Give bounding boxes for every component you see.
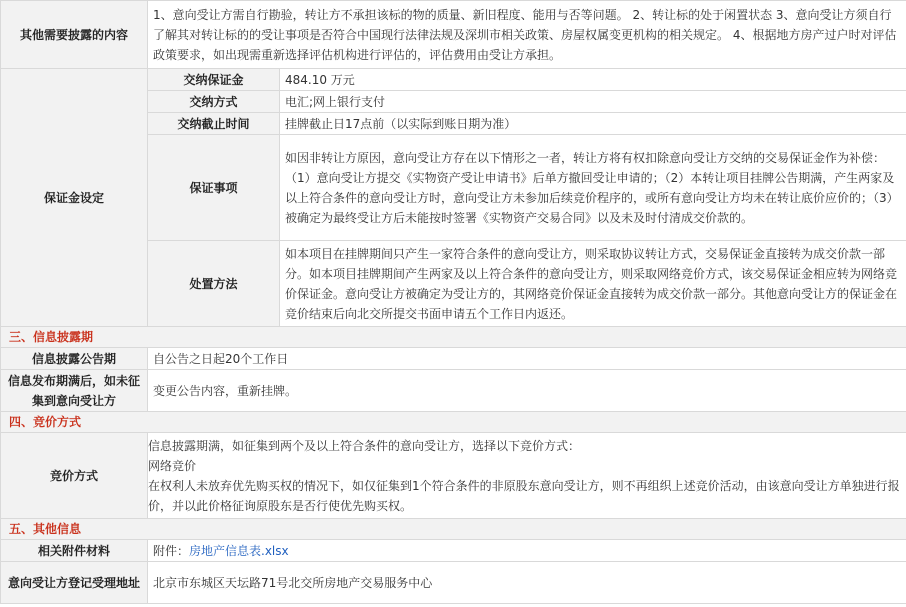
no-buyer-row — [1, 370, 906, 412]
attachment-link[interactable]: 房地产信息表.xlsx — [189, 543, 289, 558]
deposit-handling-label: 处置方法 — [148, 241, 280, 327]
disclosure-period-label: 信息披露公告期 — [1, 348, 148, 370]
disclosure-period-row — [1, 348, 906, 370]
deposit-handling-value: 如本项目在挂牌期间只产生一家符合条件的意向受让方，则采取协议转让方式，交易保证金直接转为成交价款一部分。如本项目挂牌期间产生两家及以上符合条件的意向受让方，则采取网络竞价方式，该交易保证金相应转为网络竞价保证金。意向受让方被确定为受让方的，其网络竞价保证金直接转为成交价款一部分。其他意向受让方的保证金在竞价结束后向北交所提交书面申请五个工作日内返还。 — [280, 241, 906, 327]
section5-title: 五、其他信息 — [1, 519, 906, 540]
bidding-line-1: 信息披露期满，如征集到两个及以上符合条件的意向受让方，选择以下竞价方式： — [148, 438, 581, 453]
address-label: 意向受让方登记受理地址 — [1, 562, 148, 604]
bidding-row — [1, 433, 906, 519]
deposit-deadline-value: 挂牌截止日17点前（以实际到账日期为准） — [280, 113, 906, 135]
section3-title: 三、信息披露期 — [1, 327, 906, 348]
bidding-line-2: 网络竞价 — [148, 458, 197, 473]
attachment-row — [1, 540, 906, 562]
attachment-value — [148, 540, 906, 562]
deposit-deadline-label: 交纳截止时间 — [148, 113, 280, 135]
other-disclosure-label: 其他需要披露的内容 — [1, 1, 148, 69]
other-disclosure-content: 1、意向受让方需自行勘验，转让方不承担该标的物的质量、新旧程度、能用与否等问题。 2、转让标的处于闲置状态 3、意向受让方须自行了解其对转让标的的受让事项是否符合中国现行法律法规及深圳市相关政策、房屋权属变更机构的相关规定。 4、根据地方房产过户时对评估政策要求，如出现需重新选择评估机构进行评估的，评估费用由受让方承担。 — [148, 1, 906, 69]
address-value: 北京市东城区天坛路71号北交所房地产交易服务中心 — [148, 562, 906, 604]
bidding-label: 竞价方式 — [1, 433, 148, 519]
deposit-amount-label: 交纳保证金 — [148, 69, 280, 91]
deposit-matters-value: 如因非转让方原因，意向受让方存在以下情形之一者，转让方将有权扣除意向受让方交纳的交易保证金作为补偿：（1）意向受让方提交《实物资产受让申请书》后单方撤回受让申请的；（2）本转让项目挂牌公告期满，产生两家及以上符合条件的意向受让方时，意向受让方未参加后续竞价程序的，或所有意向受让方均未在转让底价应价的；（3）被确定为最终受让方后未能按时签署《实物资产交易合同》以及未及时付清成交价款的。 — [280, 135, 906, 241]
section3-header-row — [1, 327, 906, 348]
no-buyer-value: 变更公告内容，重新挂牌。 — [148, 370, 906, 412]
deposit-method-label: 交纳方式 — [148, 91, 280, 113]
no-buyer-label: 信息发布期满后，如未征集到意向受让方 — [1, 370, 148, 412]
bidding-line-3: 在权利人未放弃优先购买权的情况下，如仅征集到1个符合条件的非原股东意向受让方，则不再组织上述竞价活动，由该意向受让方单独进行报价，并以此价格征询原股东是否行使优先购买权。 — [148, 478, 900, 513]
attachment-prefix: 附件： — [153, 543, 190, 558]
attachment-label: 相关附件材料 — [1, 540, 148, 562]
deposit-section-label: 保证金设定 — [1, 69, 148, 327]
deposit-amount-row — [1, 69, 906, 91]
other-disclosure-row — [1, 1, 906, 69]
section4-title: 四、竞价方式 — [1, 412, 906, 433]
deposit-method-value: 电汇;网上银行支付 — [280, 91, 906, 113]
disclosure-period-value: 自公告之日起20个工作日 — [148, 348, 906, 370]
address-row — [1, 562, 906, 604]
section5-header-row — [1, 519, 906, 540]
deposit-matters-label: 保证事项 — [148, 135, 280, 241]
section4-header-row — [1, 412, 906, 433]
deposit-amount-value: 484.10 万元 — [280, 69, 906, 91]
bidding-content — [148, 433, 906, 519]
